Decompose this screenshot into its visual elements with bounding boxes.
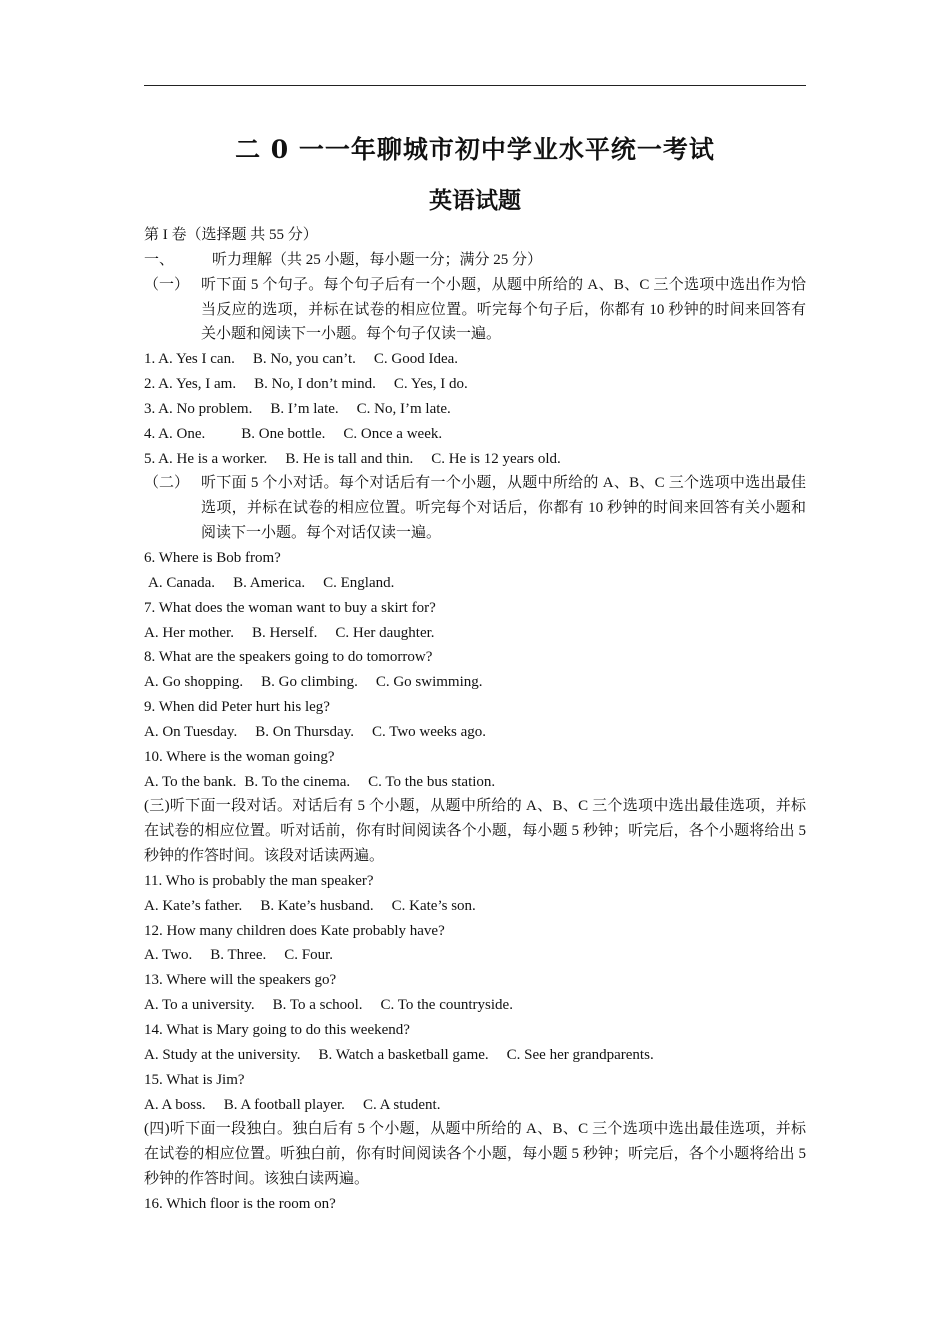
- question-12-stem: 12. How many children does Kate probably have?: [144, 922, 445, 939]
- question-10-stem: 10. Where is the woman going?: [144, 748, 335, 765]
- option-a: A. Canada.: [148, 574, 216, 591]
- question-7-stem: 7. What does the woman want to buy a skirt for?: [144, 599, 436, 616]
- option-c: C. Two weeks ago.: [371, 723, 487, 740]
- exam-subtitle: 英语试题: [429, 187, 521, 214]
- question-14-stem: 14. What is Mary going to do this weekend?: [144, 1022, 410, 1038]
- option-c: C. To the countryside.: [380, 997, 513, 1014]
- option-c: C. Four.: [284, 947, 333, 964]
- option-c: C. See her grandparents.: [506, 1046, 654, 1063]
- option-c: C. Go swimming.: [375, 674, 483, 691]
- option-a: A. Two.: [144, 947, 193, 964]
- question-3: [144, 397, 806, 422]
- option-c: C. Kate’s son.: [391, 897, 476, 914]
- instruction-label: （一）: [144, 276, 190, 293]
- question-9-stem: 9. When did Peter hurt his leg?: [144, 699, 330, 716]
- option-a: A. To a university.: [144, 997, 255, 1014]
- option-c: C. Yes, I do.: [393, 376, 468, 393]
- option-b: B. One bottle.: [241, 425, 326, 442]
- instruction-part1: [144, 273, 806, 348]
- option-c: C. To the bus station.: [368, 773, 496, 790]
- section-title: 听力理解（共 25 小题，每小题一分；满分 25 分）: [212, 251, 543, 268]
- option-b: B. To the cinema.: [244, 773, 351, 790]
- question-14-options: [144, 1043, 806, 1068]
- option-a: 3. A. No problem.: [144, 400, 253, 417]
- instruction-label: （二）: [144, 475, 190, 492]
- option-a: A. A boss.: [144, 1096, 206, 1113]
- option-b: B. Kate’s husband.: [260, 897, 374, 914]
- question-13-options: [144, 993, 806, 1018]
- option-a: A. Study at the university.: [144, 1046, 301, 1063]
- option-c: C. No, I’m late.: [356, 400, 451, 417]
- question-8-options: [144, 670, 806, 695]
- question-7-options: [144, 621, 806, 646]
- question-5: [144, 447, 806, 472]
- option-a: A. Go shopping.: [144, 674, 244, 691]
- instruction-text: 听下面 5 个小对话。每个对话后有一个小题，从题中所给的 A、B、C 三个选项中选出最佳选项，并标在试卷的相应位置。听完每个对话后，你都有 10 秒钟的时间来回答有关小题和阅读下一小题。每个对话仅读一遍。: [201, 475, 806, 542]
- question-11-options: [144, 894, 806, 919]
- instruction-text: 听下面 5 个句子。每个句子后有一个小题，从题中所给的 A、B、C 三个选项中选出作为恰当反应的选项，并标在试卷的相应位置。听完每个句子后，你都有 10 秒钟的时间来回答有关小题和阅读下一小题。每个句子仅读一遍。: [201, 276, 806, 343]
- question-15-stem: 15. What is Jim?: [144, 1071, 245, 1088]
- question-12-options: [144, 943, 806, 968]
- option-b: B. America.: [233, 574, 306, 591]
- question-10-options: [144, 770, 806, 795]
- header-rule: [144, 85, 806, 86]
- question-4: [144, 422, 806, 447]
- instruction-part3: (三)听下面一段对话。对话后有 5 个小题，从题中所给的 A、B、C 三个选项中选出最佳选项，并标在试卷的相应位置。听对话前，你有时间阅读各个小题，每小题 5 秒钟；听完后，各个小题将给出 5 秒钟的作答时间。该段对话读两遍。: [144, 798, 806, 865]
- question-13-stem: 13. Where will the speakers go?: [144, 972, 337, 989]
- part-heading: 第 I 卷（选择题 共 55 分）: [144, 227, 318, 243]
- question-2: [144, 372, 806, 397]
- option-b: B. Go climbing.: [261, 674, 358, 691]
- exam-title: 二 0 一一年聊城市初中学业水平统一考试: [235, 135, 715, 164]
- question-15-options: [144, 1093, 806, 1118]
- exam-body: [144, 223, 806, 1217]
- option-b: B. He is tall and thin.: [285, 450, 414, 467]
- option-a: 5. A. He is a worker.: [144, 450, 268, 467]
- option-b: B. Herself.: [251, 624, 318, 641]
- option-c: C. Good Idea.: [373, 351, 459, 368]
- question-9-options: [144, 720, 806, 745]
- question-16-stem: 16. Which floor is the room on?: [144, 1195, 336, 1212]
- question-1: [144, 347, 806, 372]
- option-b: B. Watch a basketball game.: [318, 1046, 489, 1063]
- option-b: B. To a school.: [272, 997, 363, 1014]
- option-a: 4. A. One.: [144, 425, 206, 442]
- option-c: C. He is 12 years old.: [431, 450, 561, 467]
- option-c: C. A student.: [362, 1096, 441, 1113]
- option-c: C. Once a week.: [343, 425, 443, 442]
- question-11-stem: 11. Who is probably the man speaker?: [144, 872, 374, 889]
- option-a: A. Kate’s father.: [144, 897, 243, 914]
- option-c: C. Her daughter.: [335, 624, 435, 641]
- option-b: B. No, I don’t mind.: [254, 376, 376, 393]
- instruction-part4: (四)听下面一段独白。独白后有 5 个小题，从题中所给的 A、B、C 三个选项中选出最佳选项，并标在试卷的相应位置。听独白前，你有时间阅读各个小题，每小题 5 秒钟；听完后，各个小题将给出 5 秒钟的作答时间。该独白读两遍。: [144, 1121, 806, 1188]
- option-c: C. England.: [323, 574, 395, 591]
- question-6-stem: 6. Where is Bob from?: [144, 549, 281, 566]
- option-a: A. Her mother.: [144, 624, 234, 641]
- option-b: B. Three.: [210, 947, 267, 964]
- question-8-stem: 8. What are the speakers going to do tomorrow?: [144, 649, 433, 666]
- option-a: 1. A. Yes I can.: [144, 351, 235, 368]
- option-a: 2. A. Yes, I am.: [144, 376, 237, 393]
- option-a: A. On Tuesday.: [144, 723, 238, 740]
- section-heading: [144, 248, 806, 273]
- option-a: A. To the bank.: [144, 773, 237, 790]
- option-b: B. I’m late.: [270, 400, 339, 417]
- instruction-part2: [144, 471, 806, 546]
- option-b: B. No, you can’t.: [252, 351, 356, 368]
- question-6-options: [144, 571, 806, 596]
- option-b: B. On Thursday.: [255, 723, 354, 740]
- option-b: B. A football player.: [223, 1096, 345, 1113]
- section-number: 一、: [144, 251, 175, 268]
